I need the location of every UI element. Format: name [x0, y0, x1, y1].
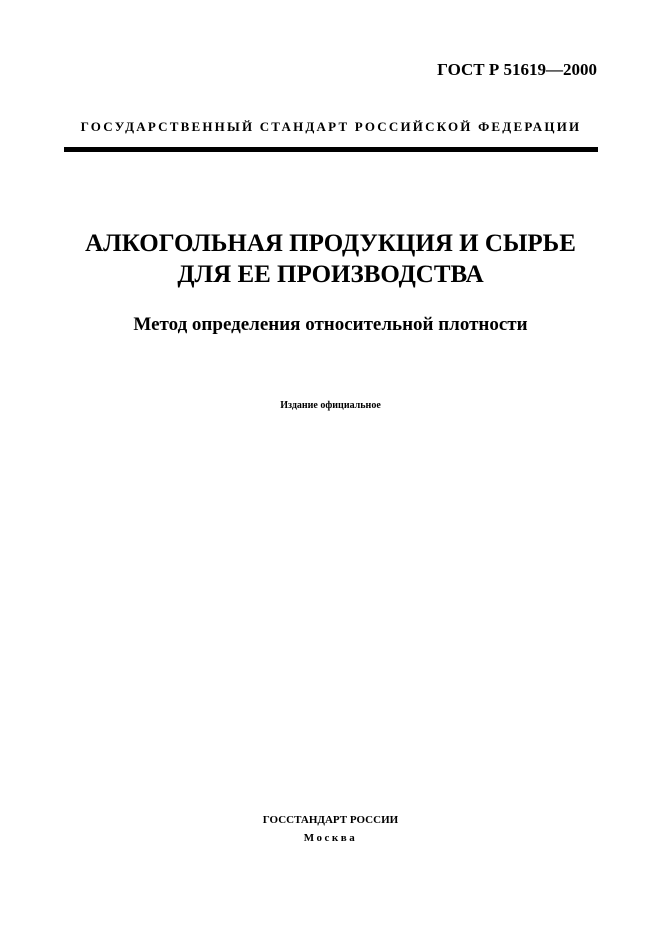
publisher-name: ГОССТАНДАРТ РОССИИ [262, 814, 399, 826]
gost-number: ГОСТ Р 51619—2000 [437, 60, 597, 79]
header-rule [64, 147, 598, 152]
edition-label: Издание официальное [280, 400, 381, 411]
publisher-city: Москва [303, 832, 358, 844]
document-title-line-2: ДЛЯ ЕЕ ПРОИЗВОДСТВА [177, 261, 484, 288]
document-title [40, 228, 621, 290]
document-title-line-1: АЛКОГОЛЬНАЯ ПРОДУКЦИЯ И СЫРЬЕ [85, 230, 576, 257]
document-subtitle: Метод определения относительной плотности [133, 314, 528, 335]
publisher-block [40, 811, 621, 847]
state-standard-heading: ГОСУДАРСТВЕННЫЙ СТАНДАРТ РОССИЙСКОЙ ФЕДЕРАЦИИ [80, 119, 582, 134]
